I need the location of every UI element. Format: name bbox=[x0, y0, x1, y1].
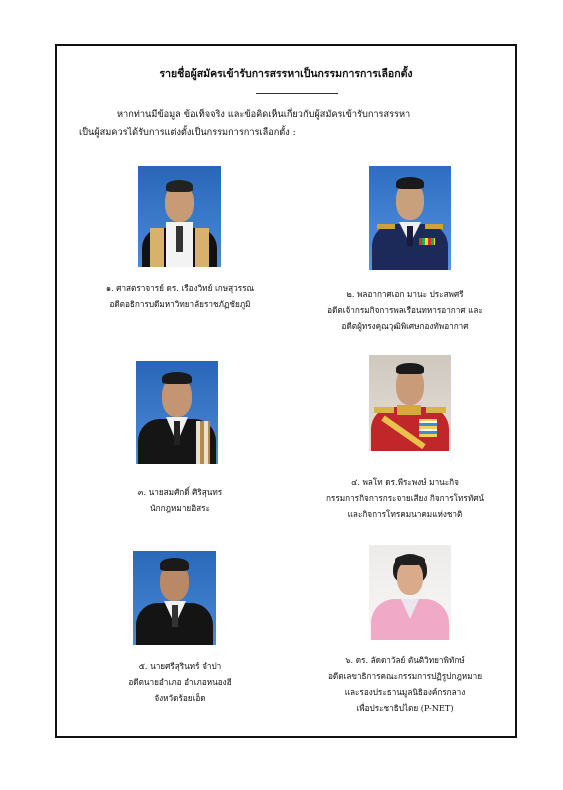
candidate-1-photo bbox=[138, 166, 221, 267]
candidate-3-photo bbox=[136, 361, 218, 464]
candidate-6-name: ๖. ดร. ลัดดาวัลย์ ตันติวิทยาพิทักษ์ bbox=[345, 655, 465, 665]
candidate-6-caption bbox=[295, 652, 515, 716]
candidate-2-caption bbox=[295, 286, 515, 334]
candidate-6-position-2: และรองประธานมูลนิธิองค์กรกลาง bbox=[344, 687, 466, 697]
candidate-4-name: ๔. พลโท ดร.พีระพงษ์ มานะกิจ bbox=[351, 477, 459, 487]
candidate-6-photo bbox=[369, 545, 451, 640]
candidate-6-position-3: เพื่อประชาธิปไตย (P-NET) bbox=[356, 703, 454, 713]
candidate-4-caption bbox=[295, 474, 515, 522]
intro-paragraph bbox=[79, 106, 504, 142]
candidate-4-position-2: และกิจการโทรคมนาคมแห่งชาติ bbox=[347, 509, 463, 519]
candidate-2-position-1: อดีตเจ้ากรมกิจการพลเรือนทหารอากาศ และ bbox=[327, 305, 483, 315]
intro-line-2: เป็นผู้สมควรได้รับการแต่งตั้งเป็นกรรมการการเลือกตั้ง : bbox=[79, 127, 296, 138]
candidate-2-photo bbox=[369, 166, 451, 270]
candidate-1-position: อดีตอธิการบดีมหาวิทยาลัยราชภัฏชัยภูมิ bbox=[109, 299, 251, 309]
candidate-5-name: ๕. นายศรีสุรินทร์ จำปา bbox=[138, 661, 222, 671]
intro-line-1: หากท่านมีข้อมูล ข้อเท็จจริง และข้อคิดเห็นเกี่ยวกับผู้สมัครเข้ารับการสรรหา bbox=[117, 109, 411, 120]
candidate-3-caption bbox=[80, 484, 280, 516]
title-underline bbox=[256, 93, 338, 94]
candidate-2-position-2: อดีตผู้ทรงคุณวุฒิพิเศษกองทัพอากาศ bbox=[341, 321, 469, 331]
candidate-1-name: ๑. ศาสตราจารย์ ดร. เรืองวิทย์ เกษสุวรรณ bbox=[105, 283, 255, 293]
candidate-1-caption bbox=[60, 280, 300, 312]
candidate-5-position-2: จังหวัดร้อยเอ็ด bbox=[154, 693, 206, 703]
page-title: รายชื่อผู้สมัครเข้ารับการสรรหาเป็นกรรมการการเลือกตั้ง bbox=[159, 68, 413, 80]
candidate-4-position-1: กรรมการกิจการกระจายเสียง กิจการโทรทัศน์ bbox=[325, 493, 485, 503]
candidate-4-photo bbox=[369, 355, 451, 451]
candidate-3-name: ๓. นายสมศักดิ์ ศิริสุนทร bbox=[137, 487, 223, 497]
candidate-5-position-1: อดีตนายอำเภอ อำเภอหนองฮี bbox=[128, 677, 232, 687]
candidate-5-caption bbox=[80, 658, 280, 706]
candidate-3-position: นักกฎหมายอิสระ bbox=[150, 503, 210, 513]
candidate-6-position-1: อดีตเลขาธิการคณะกรรมการปฏิรูปกฎหมาย bbox=[327, 671, 482, 681]
candidate-5-photo bbox=[133, 551, 216, 645]
candidate-2-name: ๒. พลอากาศเอก มานะ ประสพศรี bbox=[346, 289, 464, 299]
